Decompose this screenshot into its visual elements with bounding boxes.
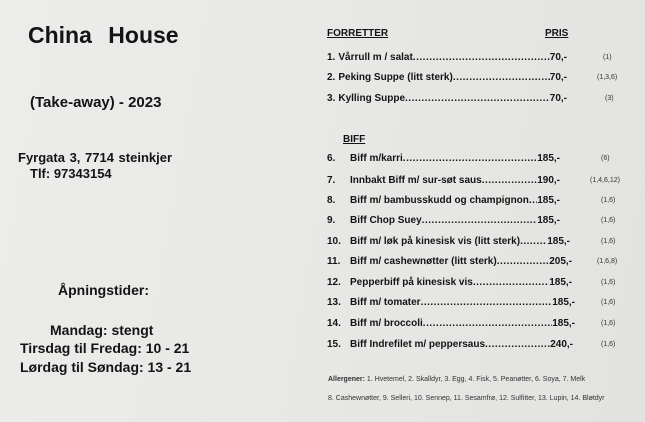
- item-allergens: (1,6): [601, 279, 616, 286]
- hours-line: Mandag: stengt: [50, 322, 154, 338]
- item-number: 10.: [327, 236, 341, 247]
- dot-leader: [405, 93, 550, 104]
- dot-leader: [403, 153, 537, 164]
- item-allergens: (1): [603, 54, 612, 61]
- phone: Tlf: 97343154: [30, 166, 112, 181]
- item-number: 2.: [327, 72, 336, 83]
- dot-leader: [497, 256, 550, 267]
- hours-title: Åpningstider:: [58, 282, 149, 298]
- item-name: Biff Indrefilet m/ peppersaus: [350, 339, 486, 350]
- dot-leader: [423, 318, 552, 329]
- item-name: Biff m/ cashewnøtter (litt sterk): [350, 256, 497, 267]
- item-allergens: (1,6): [601, 299, 616, 306]
- item-price: 185,-: [537, 215, 560, 226]
- menu-item: [327, 93, 567, 104]
- item-allergens: (1,6): [601, 320, 616, 327]
- item-price: 70,-: [549, 52, 567, 63]
- item-allergens: (1,6): [601, 217, 616, 224]
- menu-item: [327, 153, 560, 164]
- item-price: 240,-: [550, 339, 573, 350]
- section-title-biff: BIFF: [343, 134, 366, 145]
- section-title-forretter: FORRETTER: [327, 28, 389, 39]
- item-name: Biff m/karri: [350, 153, 403, 164]
- restaurant-name: China House: [28, 22, 179, 48]
- menu-item: [327, 72, 567, 83]
- allergen-label: Allergener:: [328, 376, 365, 383]
- item-allergens: (1,3,6): [597, 74, 618, 81]
- item-price: 185,-: [552, 318, 575, 329]
- item-price: 205,-: [549, 256, 572, 267]
- item-name: Biff Chop Suey: [350, 215, 422, 226]
- dot-leader: [520, 236, 547, 247]
- item-number: 11.: [327, 256, 341, 267]
- menu-item: [327, 52, 567, 63]
- item-name: Biff m/ bambusskudd og champignon: [350, 195, 529, 206]
- item-name: Innbakt Biff m/ sur-søt saus: [350, 175, 482, 186]
- item-allergens: (1,6,8): [597, 258, 618, 265]
- item-name: Biff m/ løk på kinesisk vis (litt sterk): [350, 236, 521, 247]
- item-number: 6.: [327, 153, 336, 164]
- price-header: PRIS: [545, 28, 569, 39]
- item-price: 185,-: [552, 297, 575, 308]
- item-number: 8.: [327, 195, 336, 206]
- item-number: 3.: [327, 93, 336, 104]
- item-number: 1.: [327, 52, 336, 63]
- item-price: 185,-: [537, 153, 560, 164]
- dot-leader: [453, 72, 550, 83]
- allergen-legend: [328, 376, 585, 383]
- item-price: 70,-: [549, 72, 567, 83]
- item-number: 7.: [327, 175, 336, 186]
- item-name: Peking Suppe (litt sterk): [338, 72, 453, 83]
- item-number: 15.: [327, 339, 341, 350]
- item-allergens: (3): [605, 95, 614, 102]
- item-name: Pepperbiff på kinesisk vis: [350, 277, 473, 288]
- item-name: Biff m/ broccoli: [350, 318, 423, 329]
- item-price: 185,-: [547, 236, 570, 247]
- menu-item: [327, 236, 570, 247]
- dot-leader: [422, 215, 538, 226]
- item-number: 12.: [327, 277, 341, 288]
- dot-leader: [473, 277, 549, 288]
- item-name: Kylling Suppe: [338, 93, 406, 104]
- menu-item: [327, 256, 572, 267]
- item-number: 14.: [327, 318, 341, 329]
- item-allergens: (1,4,6,12): [590, 177, 620, 184]
- menu-item: [327, 339, 573, 350]
- item-price: 190,-: [537, 175, 560, 186]
- hours-line: Tirsdag til Fredag: 10 - 21: [20, 340, 190, 356]
- menu-item: [327, 195, 560, 206]
- menu-item: [327, 277, 572, 288]
- item-number: 13.: [327, 297, 341, 308]
- item-allergens: (1,6): [601, 197, 616, 204]
- item-price: 185,-: [537, 195, 560, 206]
- dot-leader: [482, 175, 538, 186]
- menu-item: [327, 297, 575, 308]
- menu-item: [327, 215, 560, 226]
- allergen-line: 8. Cashewnøtter, 9. Selleri, 10. Sennep, 11. Sesamfrø, 12. Sulfitter, 13. Lupin, 14. Bløtdyr: [328, 395, 605, 402]
- item-allergens: (6): [601, 155, 610, 162]
- subtitle: (Take-away) - 2023: [30, 94, 162, 111]
- dot-leader: [413, 52, 550, 63]
- item-allergens: (1,6): [601, 341, 616, 348]
- item-price: 70,-: [549, 93, 567, 104]
- item-number: 9.: [327, 215, 336, 226]
- dot-leader: [421, 297, 553, 308]
- address: Fyrgata 3, 7714 steinkjer: [18, 150, 173, 165]
- item-allergens: (1,6): [601, 238, 616, 245]
- hours-line: Lørdag til Søndag: 13 - 21: [20, 359, 192, 375]
- menu-item: [327, 175, 560, 186]
- allergen-line: 1. Hvetemel, 2. Skalldyr, 3. Egg, 4. Fisk, 5. Peanøtter, 6. Soya, 7. Melk: [366, 376, 586, 383]
- dot-leader: [529, 195, 537, 206]
- item-price: 185,-: [549, 277, 572, 288]
- dot-leader: [485, 339, 550, 350]
- item-name: Vårrull m / salat: [338, 52, 413, 63]
- item-name: Biff m/ tomater: [350, 297, 421, 308]
- menu-item: [327, 318, 575, 329]
